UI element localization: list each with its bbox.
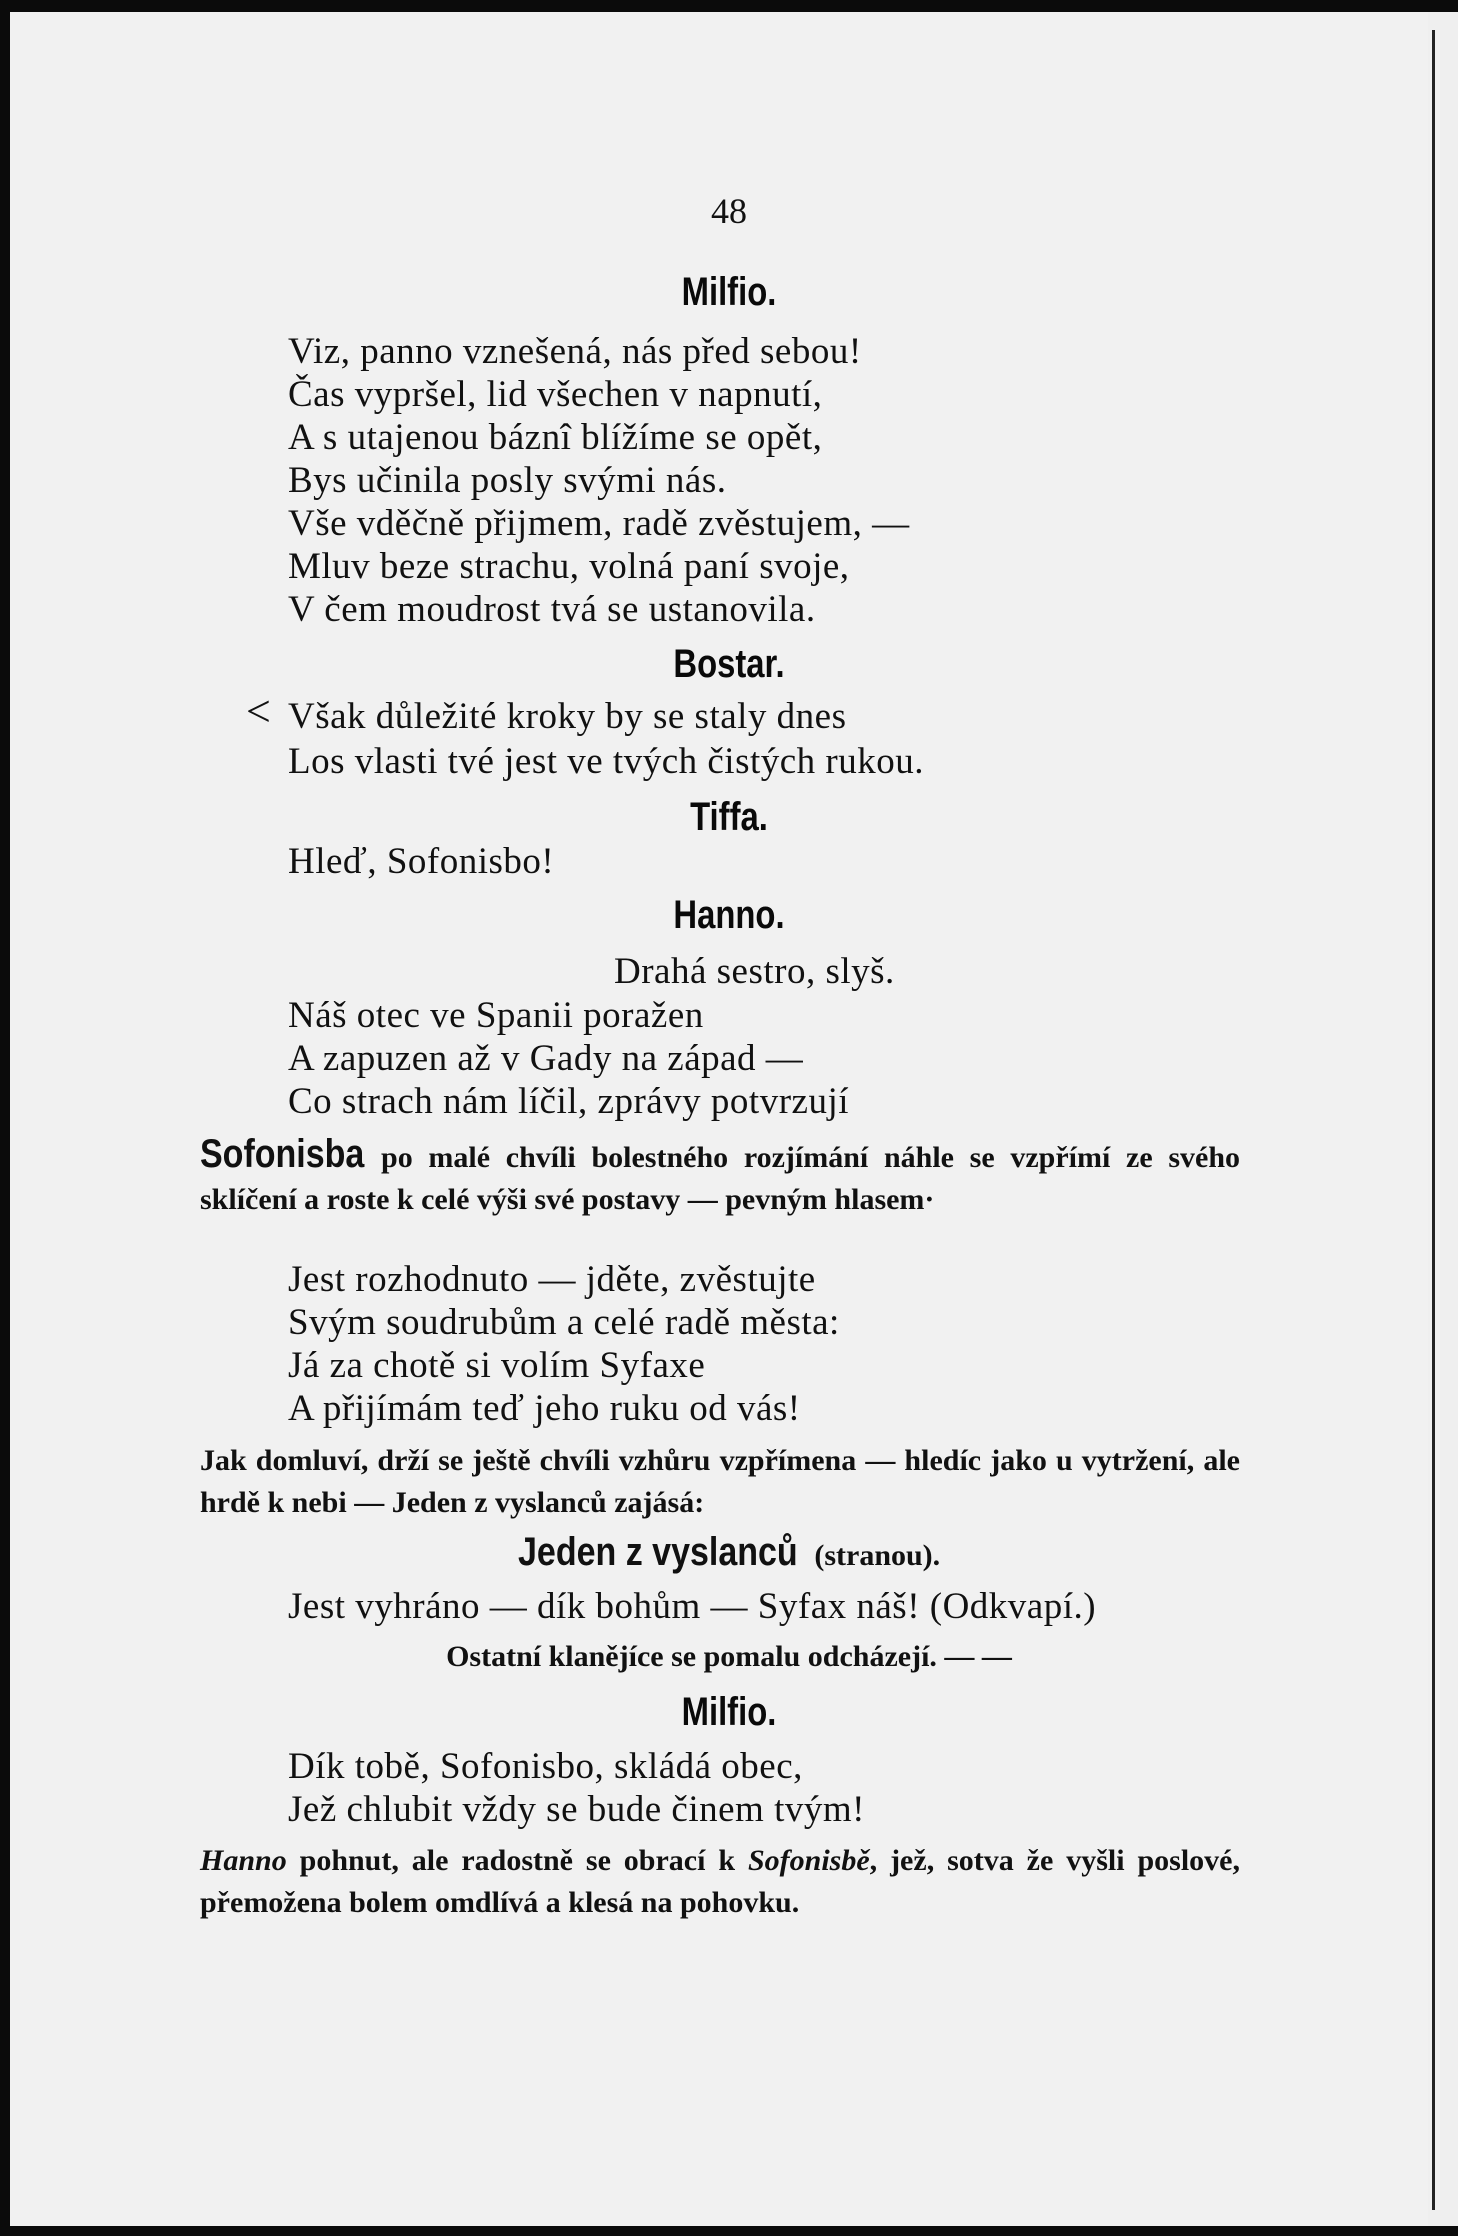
- stage-text: po malé chvíli bolestného rozjímání náhle se vzpřímí ze svého sklíčení a roste k celé výši své postavy — pevným hlasem·: [200, 1141, 1241, 1216]
- stage-text: pohnut, ale radostně se obrací k: [286, 1844, 748, 1877]
- stage-note: (stranou).: [814, 1539, 941, 1572]
- speaker-milfio: Milfio.: [681, 1690, 777, 1734]
- speaker-milfio: Milfio.: [681, 270, 777, 314]
- speaker-line: [0, 1530, 1458, 1575]
- verse-line: Však důležité kroky by se staly dnes: [288, 696, 847, 737]
- speaker-hanno: Hanno.: [673, 893, 785, 937]
- verse-line: Jest rozhodnuto — jděte, zvěstujte: [288, 1259, 816, 1300]
- stage-direction: [200, 1133, 1240, 1221]
- verse-line: A s utajenou báznî blížíme se opět,: [288, 417, 823, 458]
- margin-mark: <: [246, 687, 271, 736]
- page-number: 48: [711, 191, 747, 231]
- binding-line: [1432, 30, 1435, 2210]
- verse-line: Náš otec ve Spanii poražen: [288, 995, 704, 1036]
- stage-text: , jež, sotva že vyšli poslové, přemožena bolem omdlívá a klesá na pohovku.: [200, 1844, 1240, 1919]
- verse-line: Hleď, Sofonisbo!: [288, 841, 555, 882]
- speaker-tiffa: Tiffa.: [690, 795, 768, 839]
- stage-direction: Ostatní klanějíce se pomalu odcházejí. — —: [446, 1640, 1012, 1673]
- verse-line: Viz, panno vznešená, nás před sebou!: [288, 331, 862, 372]
- verse-line: Dík tobě, Sofonisbo, skládá obec,: [288, 1746, 803, 1787]
- verse-line: Já za chotě si volím Syfaxe: [288, 1345, 706, 1386]
- verse-line: Jež chlubit vždy se bude činem tvým!: [288, 1789, 865, 1830]
- stage-name: Hanno: [200, 1844, 287, 1877]
- stage-direction: [200, 1840, 1240, 1924]
- verse-line: A zapuzen až v Gady na západ —: [288, 1038, 804, 1079]
- verse-line: Čas vypršel, lid všechen v napnutí,: [288, 374, 823, 415]
- verse-line: Los vlasti tvé jest ve tvých čistých rukou.: [288, 741, 924, 782]
- speaker-jeden-z-vyslancu: Jeden z vyslanců: [517, 1530, 798, 1574]
- verse-line: Co strach nám líčil, zprávy potvrzují: [288, 1081, 850, 1122]
- verse-line: Drahá sestro, slyš.: [614, 951, 895, 992]
- verse-line: Svým soudrubům a celé radě města:: [288, 1302, 840, 1343]
- speaker-bostar: Bostar.: [673, 642, 785, 686]
- verse-line: A přijímám teď jeho ruku od vás!: [288, 1388, 801, 1429]
- stage-name: Sofonisbě: [747, 1844, 870, 1877]
- speaker-sofonisba: Sofonisba: [200, 1132, 365, 1176]
- stage-direction: Jak domluví, drží se ještě chvíli vzhůru vzpřímena — hledíc jako u vytržení, ale hrdě k nebi — Jeden z vyslanců zajásá:: [200, 1444, 1240, 1519]
- verse-line: Vše vděčně přijmem, radě zvěstujem, —: [288, 503, 910, 544]
- verse-line: V čem moudrost tvá se ustanovila.: [288, 589, 816, 630]
- verse-line: Mluv beze strachu, volná paní svoje,: [288, 546, 850, 587]
- verse-line: Jest vyhráno — dík bohům — Syfax náš! (Odkvapí.): [288, 1586, 1097, 1627]
- verse-line: Bys učinila posly svými nás.: [288, 460, 727, 501]
